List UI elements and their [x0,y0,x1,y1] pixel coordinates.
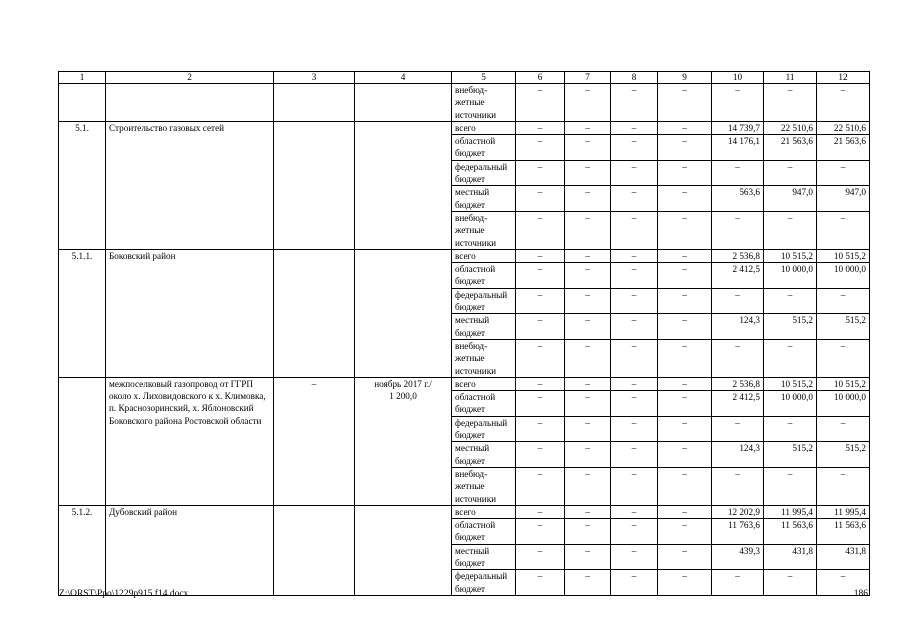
value-cell: – [764,570,817,596]
value-cell: – [712,211,764,249]
funding-source-cell: местный бюджет [452,186,516,212]
value-cell: – [611,505,658,518]
col4-cell: ноябрь 2017 г./ 1 200,0 [355,377,452,505]
item-number-cell: 5.1.1. [59,249,106,377]
item-name-cell: Строительство газовых сетей [106,121,274,249]
value-cell: – [817,339,870,377]
funding-source-cell: местный бюджет [452,314,516,340]
value-cell: – [658,249,712,262]
funding-source-cell: федеральный бюджет [452,416,516,442]
col-header: 1 [59,72,106,84]
value-cell: – [658,544,712,570]
item-name-cell: Дубовский район [106,505,274,595]
funding-source-cell: местный бюджет [452,544,516,570]
value-cell: – [565,467,611,505]
value-cell: 10 000,0 [764,263,817,289]
value-cell: 10 000,0 [764,391,817,417]
value-cell: 10 515,2 [817,377,870,390]
funding-source-cell: всего [452,377,516,390]
value-cell: – [658,416,712,442]
value-cell: 22 510,6 [764,121,817,134]
value-cell: – [611,211,658,249]
budget-table [58,71,870,596]
value-cell: – [611,288,658,314]
col-header: 10 [712,72,764,84]
value-cell: 11 995,4 [764,505,817,518]
value-cell: – [764,84,817,122]
value-cell: – [565,391,611,417]
column-header-row [59,72,870,84]
value-cell: 431,8 [817,544,870,570]
value-cell: – [712,467,764,505]
value-cell: 11 763,6 [712,519,764,545]
value-cell: 12 202,9 [712,505,764,518]
value-cell: – [817,160,870,186]
value-cell: 11 995,4 [817,505,870,518]
value-cell: – [611,467,658,505]
col-header: 2 [106,72,274,84]
value-cell: – [817,570,870,596]
col3-cell [274,249,355,377]
value-cell: 2 536,8 [712,377,764,390]
value-cell: – [565,135,611,161]
value-cell: 22 510,6 [817,121,870,134]
funding-source-cell: внебюд- жетные источники [452,211,516,249]
value-cell: 10 515,2 [817,249,870,262]
col-header: 6 [516,72,565,84]
value-cell: – [516,570,565,596]
value-cell: 2 536,8 [712,249,764,262]
value-cell: – [516,84,565,122]
value-cell: – [516,519,565,545]
value-cell: 563,6 [712,186,764,212]
value-cell: – [565,442,611,468]
item-number-cell [59,84,106,122]
value-cell: 11 563,6 [764,519,817,545]
col4-cell [355,249,452,377]
value-cell: – [817,211,870,249]
value-cell: – [565,377,611,390]
value-cell: – [817,288,870,314]
value-cell: – [712,160,764,186]
funding-source-cell: федеральный бюджет [452,570,516,596]
value-cell: – [658,391,712,417]
value-cell: 431,8 [764,544,817,570]
value-cell: – [611,377,658,390]
value-cell: – [516,544,565,570]
col-header: 8 [611,72,658,84]
table-row [59,249,870,262]
value-cell: – [611,135,658,161]
value-cell: – [611,391,658,417]
value-cell: – [565,416,611,442]
value-cell: – [764,467,817,505]
value-cell: 515,2 [764,314,817,340]
value-cell: – [565,505,611,518]
value-cell: 10 000,0 [817,263,870,289]
value-cell: – [764,339,817,377]
value-cell: 515,2 [764,442,817,468]
funding-source-cell: всего [452,249,516,262]
value-cell: – [516,211,565,249]
value-cell: 10 515,2 [764,249,817,262]
value-cell: – [658,314,712,340]
value-cell: 10 000,0 [817,391,870,417]
value-cell: – [712,339,764,377]
value-cell: – [611,416,658,442]
value-cell: – [764,160,817,186]
col3-cell: – [274,377,355,505]
item-number-cell: 5.1. [59,121,106,249]
value-cell: – [565,339,611,377]
funding-source-cell: областной бюджет [452,263,516,289]
value-cell: 14 739,7 [712,121,764,134]
value-cell: 124,3 [712,314,764,340]
value-cell: – [516,249,565,262]
funding-source-cell: внебюд- жетные источники [452,84,516,122]
value-cell: 10 515,2 [764,377,817,390]
value-cell: – [658,263,712,289]
funding-source-cell: областной бюджет [452,135,516,161]
value-cell: – [611,84,658,122]
page-number: 186 [853,589,868,599]
col-header: 5 [452,72,516,84]
value-cell: – [611,570,658,596]
table-row [59,505,870,518]
value-cell: – [658,135,712,161]
col4-cell [355,84,452,122]
value-cell: – [516,160,565,186]
col-header: 7 [565,72,611,84]
value-cell: – [712,416,764,442]
funding-source-cell: внебюд- жетные источники [452,339,516,377]
value-cell: 14 176,1 [712,135,764,161]
col3-cell [274,121,355,249]
value-cell: – [565,519,611,545]
item-name-cell: Боковский район [106,249,274,377]
value-cell: – [516,467,565,505]
value-cell: – [565,544,611,570]
value-cell: – [658,570,712,596]
table-row [59,377,870,390]
value-cell: – [611,544,658,570]
value-cell: – [611,160,658,186]
value-cell: 124,3 [712,442,764,468]
item-name-cell: межпоселковый газопровод от ГГРП около х. Лиховидовского к х. Климовка, п. Краснозоринский, х. Яблоновский Боковского района Ростовской области [106,377,274,505]
value-cell: 11 563,6 [817,519,870,545]
value-cell: – [658,288,712,314]
item-number-cell: 5.1.2. [59,505,106,595]
value-cell: 2 412,5 [712,263,764,289]
value-cell: – [611,339,658,377]
value-cell: – [516,391,565,417]
table-row [59,84,870,122]
value-cell: – [764,211,817,249]
col4-cell [355,505,452,595]
value-cell: – [516,263,565,289]
col3-cell [274,84,355,122]
funding-source-cell: всего [452,505,516,518]
value-cell: – [516,135,565,161]
value-cell: – [565,288,611,314]
value-cell: – [516,416,565,442]
value-cell: – [516,377,565,390]
value-cell: – [611,314,658,340]
col-header: 3 [274,72,355,84]
item-name-cell [106,84,274,122]
value-cell: – [516,186,565,212]
value-cell: – [565,249,611,262]
value-cell: – [516,505,565,518]
value-cell: – [712,288,764,314]
col-header: 11 [764,72,817,84]
value-cell: – [817,416,870,442]
value-cell: – [565,314,611,340]
col-header: 4 [355,72,452,84]
value-cell: – [764,416,817,442]
value-cell: – [516,121,565,134]
value-cell: – [658,121,712,134]
value-cell: – [658,84,712,122]
value-cell: – [611,186,658,212]
value-cell: 2 412,5 [712,391,764,417]
value-cell: – [611,442,658,468]
value-cell: – [658,186,712,212]
col3-cell [274,505,355,595]
item-number-cell [59,377,106,505]
value-cell: – [658,339,712,377]
value-cell: – [611,519,658,545]
value-cell: – [817,84,870,122]
value-cell: – [565,186,611,212]
value-cell: – [516,442,565,468]
value-cell: – [658,377,712,390]
value-cell: – [658,519,712,545]
value-cell: – [611,249,658,262]
value-cell: – [565,570,611,596]
value-cell: – [516,339,565,377]
funding-source-cell: местный бюджет [452,442,516,468]
value-cell: 21 563,6 [764,135,817,161]
value-cell: – [611,263,658,289]
col-header: 12 [817,72,870,84]
value-cell: 947,0 [764,186,817,212]
value-cell: – [658,467,712,505]
value-cell: – [516,288,565,314]
value-cell: – [712,84,764,122]
funding-source-cell: областной бюджет [452,391,516,417]
value-cell: 947,0 [817,186,870,212]
value-cell: – [658,211,712,249]
value-cell: – [611,121,658,134]
col-header: 9 [658,72,712,84]
value-cell: 515,2 [817,442,870,468]
table-row [59,121,870,134]
footer-file-path: Z:\ORST\Ppo\1229p915.f14.docx [59,589,189,599]
value-cell: – [658,505,712,518]
value-cell: – [516,314,565,340]
value-cell: – [658,442,712,468]
value-cell: – [764,288,817,314]
col4-cell [355,121,452,249]
funding-source-cell: областной бюджет [452,519,516,545]
funding-source-cell: всего [452,121,516,134]
value-cell: – [565,121,611,134]
value-cell: 515,2 [817,314,870,340]
funding-source-cell: федеральный бюджет [452,160,516,186]
value-cell: – [565,263,611,289]
value-cell: – [565,84,611,122]
value-cell: – [565,160,611,186]
value-cell: – [658,160,712,186]
funding-source-cell: внебюд- жетные источники [452,467,516,505]
value-cell: 439,3 [712,544,764,570]
value-cell: – [712,570,764,596]
funding-source-cell: федеральный бюджет [452,288,516,314]
value-cell: 21 563,6 [817,135,870,161]
value-cell: – [565,211,611,249]
value-cell: – [817,467,870,505]
